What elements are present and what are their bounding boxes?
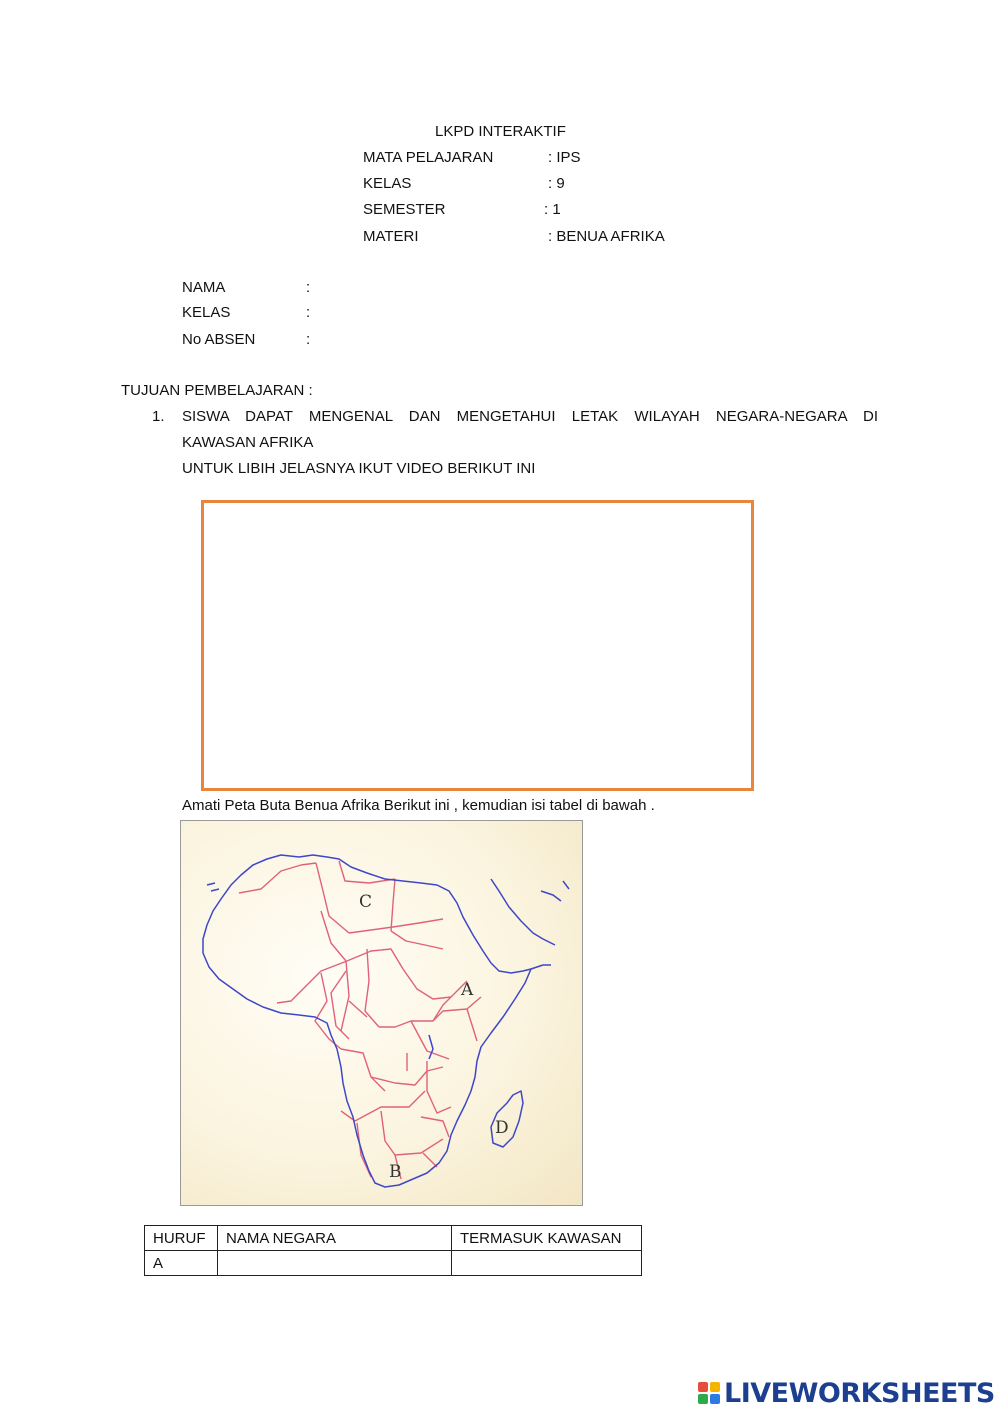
video-embed-frame[interactable] xyxy=(201,500,754,791)
cell-huruf-a: A xyxy=(145,1251,218,1276)
map-label-a: A xyxy=(461,980,474,1000)
africa-map-svg xyxy=(181,821,583,1206)
semester-label: SEMESTER xyxy=(363,201,446,218)
answer-region-input[interactable] xyxy=(452,1251,642,1276)
class-label: KELAS xyxy=(182,304,231,321)
map-instruction: Amati Peta Buta Benua Afrika Berikut ini , kemudian isi tabel di bawah . xyxy=(182,797,655,814)
absen-colon: : xyxy=(306,331,311,348)
objective-text-line2: KAWASAN AFRIKA xyxy=(182,434,314,451)
objectives-heading: TUJUAN PEMBELAJARAN : xyxy=(121,382,313,399)
semester-value: : 1 xyxy=(544,201,561,218)
table-header-row xyxy=(145,1226,642,1251)
subject-label: MATA PELAJARAN xyxy=(363,149,494,166)
liveworksheets-logo xyxy=(698,1378,995,1408)
africa-blank-map xyxy=(180,820,583,1206)
material-label: MATERI xyxy=(363,228,419,245)
name-colon: : xyxy=(306,279,311,296)
grade-label: KELAS xyxy=(363,175,412,192)
map-label-c: C xyxy=(359,892,373,912)
liveworksheets-logo-icon xyxy=(698,1382,720,1404)
grade-value: : 9 xyxy=(548,175,565,192)
worksheet-title: LKPD INTERAKTIF xyxy=(435,123,566,140)
map-label-d: D xyxy=(495,1118,509,1138)
name-label: NAMA xyxy=(182,279,226,296)
header-huruf: HURUF xyxy=(145,1226,218,1251)
video-prompt: UNTUK LIBIH JELASNYA IKUT VIDEO BERIKUT INI xyxy=(182,460,536,477)
class-colon: : xyxy=(306,304,311,321)
header-termasuk-kawasan: TERMASUK KAWASAN xyxy=(452,1226,642,1251)
subject-value: : IPS xyxy=(548,149,581,166)
header-nama-negara: NAMA NEGARA xyxy=(218,1226,452,1251)
absen-label: No ABSEN xyxy=(182,331,256,348)
objective-text-line1: SISWA DAPAT MENGENAL DAN MENGETAHUI LETAK WILAYAH NEGARA-NEGARA DI xyxy=(182,408,878,425)
material-value: : BENUA AFRIKA xyxy=(548,228,665,245)
answer-table xyxy=(144,1225,642,1276)
answer-country-input[interactable] xyxy=(218,1251,452,1276)
table-row xyxy=(145,1251,642,1276)
africa-coastline xyxy=(203,855,569,1187)
objective-number: 1. xyxy=(152,408,165,425)
liveworksheets-logo-text: LIVEWORKSHEETS xyxy=(724,1377,995,1409)
map-label-b: B xyxy=(389,1162,402,1182)
